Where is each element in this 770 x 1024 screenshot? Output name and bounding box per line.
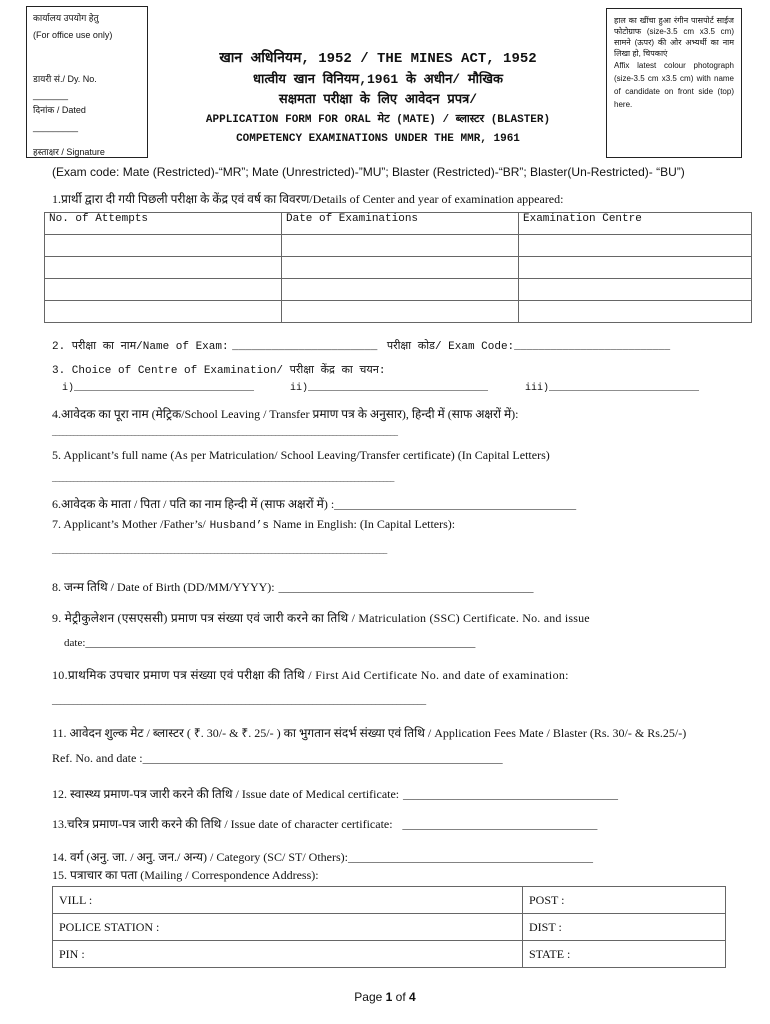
table-row [53,914,726,941]
q15-label: 15. पत्राचार का पता (Mailing / Correspondence Address): [52,868,319,882]
q2-row [52,338,670,353]
address-cell[interactable]: STATE : [523,941,726,968]
q7-row [52,517,455,532]
exam-code-note: (Exam code: Mate (Restricted)-“MR”; Mate (Unrestricted)-”MU”; Blaster (Restricted)-“BR”; Blaster(Un-Restricted)- “BU”) [52,165,685,179]
fee-ref-field[interactable]: ________________________________________________________________________ [142,754,503,765]
address-cell[interactable]: POST : [523,887,726,914]
address-cell[interactable]: VILL : [53,887,523,914]
q4-label: 4.आवेदक का पूरा नाम (मेट्रिक/School Leaving / Transfer प्रमाण पत्र के अनुसार), हिन्दी में (साफ अक्षरों में): [52,407,519,421]
hindi-name-field[interactable]: ________________________________________________________________________________________________ [52,428,398,437]
q13-row [52,815,597,832]
address-table [52,886,726,968]
dated-label: दिनांक / Dated [33,105,86,115]
dob-field[interactable]: ___________________________________________________ [278,583,534,594]
first-aid-field[interactable]: _________________________________________________________________________________________ [52,696,426,706]
fee-ref-label: Ref. No. and date : [52,751,143,765]
attempts-cell[interactable] [519,301,752,323]
dated-line[interactable]: _________ [33,122,79,132]
form-title-block [158,48,598,148]
parent-name-english-field[interactable]: _____________________________________________________________________________________________ [52,546,387,555]
medical-cert-label: 12. स्वास्थ्य प्रमाण-पत्र जारी करने की तिथि / Issue date of Medical certificate: [52,787,400,801]
character-cert-field[interactable]: _______________________________________ [402,820,598,831]
attempts-cell[interactable] [282,257,519,279]
page-label: Page [354,990,383,1004]
attempts-cell[interactable] [45,235,282,257]
diary-number-label: डायरी सं./ Dy. No. [33,74,97,84]
page-current: 1 [385,990,393,1004]
title-line-1: खान अधिनियम, 1952 / THE MINES ACT, 1952 [219,51,537,67]
attempts-cell[interactable] [282,301,519,323]
parent-name-hindi-field[interactable]: ____________________________________________ [334,499,577,511]
office-use-subtitle: (For office use only) [33,30,113,40]
title-line-2: धात्वीय खान विनियम,1961 के अधीन/ मौखिक [252,72,504,87]
table-row [45,235,752,257]
table-row [53,941,726,968]
q6-label: 6.आवेदक के माता / पिता / पति का नाम हिन्दी में (साफ अक्षरों में) : [52,497,335,511]
attempts-cell[interactable] [519,279,752,301]
q3-label: 3. Choice of Centre of Examination/ परीक्षा केंद्र का चयन: [52,365,386,377]
q9-row-b [64,636,475,649]
address-cell[interactable]: PIN : [53,941,523,968]
exam-name-label: 2. परीक्षा का नाम/Name of Exam: [52,341,229,353]
category-label: 14. वर्ग (अनु. जा. / अनु. जन./ अन्य) / Category (SC/ ST/ Others): [52,850,348,864]
table-row [45,279,752,301]
q5-label: 5. Applicant’s full name (As per Matriculation/ School Leaving/Transfer certificate) (In Capital Letters) [52,448,550,462]
diary-number-line[interactable]: _______ [33,90,69,100]
exam-code-label: परीक्षा कोड/ Exam Code: [386,341,515,353]
centre-choice-3[interactable]: iii)_________________________ [525,383,700,394]
attempts-table [44,212,752,323]
q7-label-b: Husband’s [209,520,270,532]
q1-label: 1.प्रार्थी द्वारा दी गयी पिछली परीक्षा के केंद्र एवं वर्ष का विवरण/Details of Center and year of examination appeared: [52,192,564,206]
attempts-cell[interactable] [45,301,282,323]
office-use-box [26,6,148,158]
address-cell[interactable]: POLICE STATION : [53,914,523,941]
signature-label: हस्ताक्षर / Signature [33,147,105,157]
photo-instruction-hindi: हाल का खींचा हुआ रंगीन पासपोर्ट साईज फोटोग्राफ (size-3.5 cm x3.5 cm) सामने (ऊपर) की ओर अभ्यर्थी का नाम लिखा हो, चिपकाएं [614,16,734,58]
page-number [0,990,770,1004]
dob-label: 8. जन्म तिथि / Date of Birth (DD/MM/YYYY): [52,580,275,594]
category-field[interactable]: _________________________________________________ [347,853,593,864]
table-row [45,257,752,279]
attempts-cell[interactable] [282,279,519,301]
attempts-header-row [45,213,752,235]
attempts-header-cell: No. of Attempts [45,213,282,235]
attempts-cell[interactable] [519,235,752,257]
q14-row [52,848,593,865]
page-total: 4 [409,990,416,1004]
page-of: of [395,990,406,1004]
english-name-field[interactable]: _______________________________________________________________________________________________ [52,474,395,483]
title-line-4: APPLICATION FORM FOR ORAL मेट (MATE) / ब्लास्टर (BLASTER) [205,114,551,126]
photo-box[interactable] [606,8,742,158]
title-line-3: सक्षमता परीक्षा के लिए आवेदन प्रपत्र/ [278,92,478,107]
q7-label-a: 7. Applicant’s Mother /Father’s/ [52,517,206,531]
centre-choice-2[interactable]: ii)______________________________ [290,383,489,394]
q10-label: 10.प्राथमिक उपचार प्रमाण पत्र संख्या एवं परीक्षा की तिथि / First Aid Certificate No. and date of examination: [52,668,569,682]
centre-choice-1[interactable]: i)______________________________ [62,383,255,394]
attempts-cell[interactable] [282,235,519,257]
q11-label: 11. आवेदन शुल्क मेट / ब्लास्टर ( ₹. 30/- & ₹. 25/- ) का भुगतान संदर्भ संख्या एवं तिथि / Application Fees Mate / Blaster (Rs. 30/- & Rs.25/-) [52,726,687,740]
attempts-cell[interactable] [45,279,282,301]
exam-code-field[interactable]: __________________________ [514,342,671,353]
exam-name-field[interactable]: ______________________ [232,341,378,353]
q11-row-b [52,751,503,766]
attempts-header-cell: Date of Examinations [282,213,519,235]
q8-row [52,578,533,595]
office-use-title: कार्यालय उपयोग हेतु [33,13,99,23]
table-row [53,887,726,914]
address-cell[interactable]: DIST : [523,914,726,941]
matric-cert-field[interactable]: ______________________________________________________________________________ [85,638,476,649]
q12-row [52,785,618,802]
medical-cert-field[interactable]: ___________________________________________ [402,790,618,801]
photo-instruction-english: Affix latest colour photograph (size-3.5 cm x3.5 cm) with name of candidate on front side (top) here. [614,61,734,109]
table-row [45,301,752,323]
q7-label-c: Name in English: (In Capital Letters): [272,517,456,531]
title-line-5: COMPETENCY EXAMINATIONS UNDER THE MMR, 1961 [236,133,520,145]
q6-row [52,495,576,512]
attempts-header-cell: Examination Centre [519,213,752,235]
q9-label: 9. मेट्रीकुलेशन (एसएससी) प्रमाण पत्र संख्या एवं जारी करने का तिथि / Matriculation (SSC) Certificate. No. and issue [52,611,590,625]
character-cert-label: 13.चरित्र प्रमाण-पत्र जारी करने की तिथि / Issue date of character certificate: [52,817,393,831]
attempts-cell[interactable] [519,257,752,279]
attempts-cell[interactable] [45,257,282,279]
q9-date-label: date: [64,637,86,649]
